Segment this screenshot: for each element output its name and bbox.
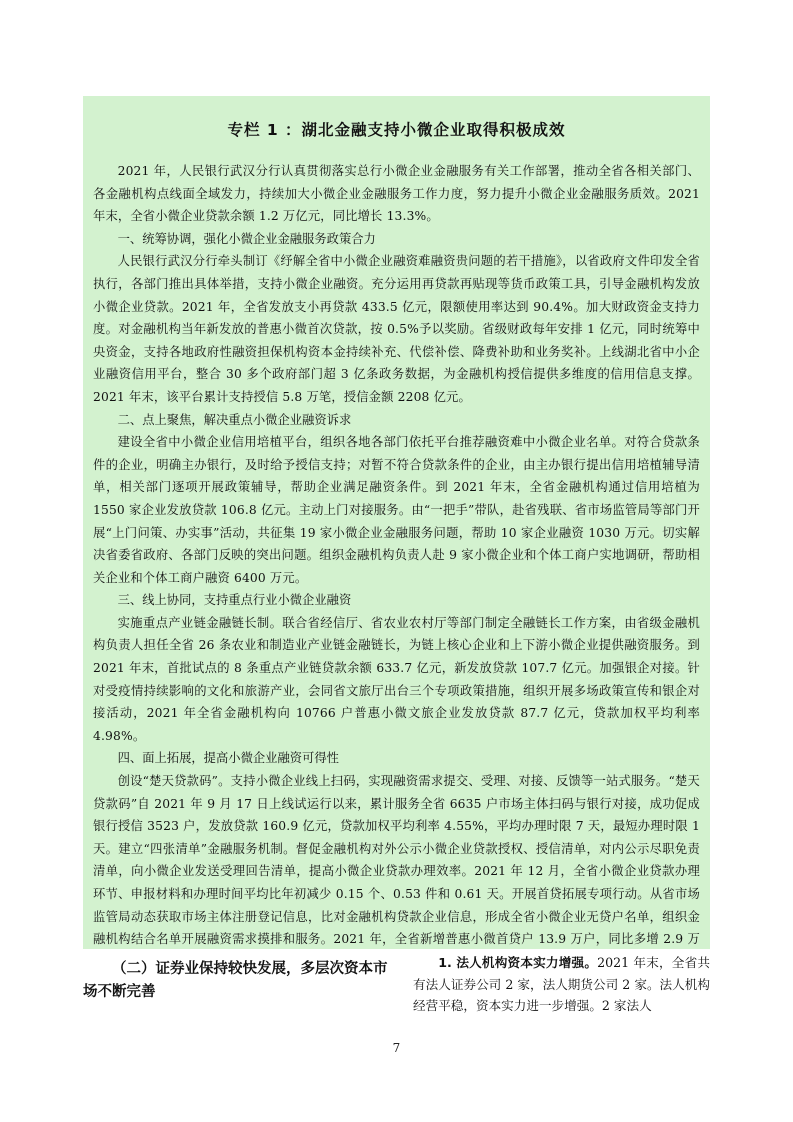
section-body-2: 建设全省中小微企业信用培植平台，组织各地各部门依托平台推荐融资难中小微企业名单。对符合贷款条件的企业，明确主办银行，及时给予授信支持；对暂不符合贷款条件的企业，由主办银行提出信用培植辅导清单，相关部门逐项开展政策辅导，帮助企业满足融资条件。到 2021 年末，全省金融机构通过信用培植为 1550 家企业发放贷款 106.8 亿元。主动上门对接服务。由“一把手”带队，赴省残联、省市场监管局等部门开展“上门问策、办实事”活动，共征集 19 家小微企业金融服务问题，帮助 10 家企业融资 1030 万元。切实解决省委省政府、各部门反映的突出问题。组织金融机构负责人赴 9 家小微企业和个体工商户实地调研，帮助相关企业和个体工商户融资 6400 万元。 [93, 435, 700, 585]
section-body-3: 实施重点产业链金融链长制。联合省经信厅、省农业农村厅等部门制定全融链长工作方案，由省级金融机构负责人担任全省 26 条农业和制造业产业链金融链长，为链上核心企业和上下游小微企业提供融资服务。到 2021 年末，首批试点的 8 条重点产业链贷款余额 633.7 亿元，新发放贷款 107.7 亿元。加强银企对接。针对受疫情持续影响的文化和旅游产业，会同省文旅厅出台三个专项政策措施，组织开展多场政策宣传和银企对接活动，2021 年全省金融机构向 10766 户普惠小微文旅企业发放贷款 87.7 亿元，贷款加权平均利率 4.98%。 [93, 615, 700, 743]
section-heading-3: 三、线上协同，支持重点行业小微企业融资 [117, 593, 352, 608]
section-body-4: 创设“楚天贷款码”。支持小微企业线上扫码，实现融资需求提交、受理、对接、反馈等一站式服务。“楚天贷款码”自 2021 年 9 月 17 日上线试运行以来，累计服务全省 6635 户市场主体扫码与银行对接，成功促成银行授信 3523 户，发放贷款 160.9 亿元，贷款加权平均利率 4.55%，平均办理时限 7 天，最短办理时限 1 天。建立“四张清单”金融服务机制。督促金融机构对外公示小微企业贷款授权、授信清单，对内公示尽职免责清单，向小微企业发送受理回告清单，提高小微企业贷款办理效率。2021 年 12 月，全省小微企业贷款办理环节、申报材料和办理时间平均比年初减少 0.15 个、0.53 件和 0.61 天。开展首贷拓展专项行动。从省市场监管局动态获取市场主体注册登记信息，比对金融机构贷款企业信息，形成全省小微企业无贷户名单，组织金融机构结合名单开展融资需求摸排和服务。2021 年，全省新增普惠小微首贷户 13.9 万户，同比多增 2.9 万 [93, 774, 700, 947]
body-paragraph [413, 952, 710, 1017]
section-heading-1: 一、统筹协调，强化小微企业金融服务政策合力 [117, 231, 376, 246]
paragraph-lead: 1. 法人机构资本实力增强。 [438, 955, 598, 970]
page-number: 7 [392, 1041, 401, 1055]
column-box [83, 96, 710, 949]
section-title: （二）证券业保持较快发展，多层次资本市场不断完善 [83, 961, 388, 1000]
section-body-1: 人民银行武汉分行牵头制订《纾解全省中小微企业融资难融资贵问题的若干措施》，以省政府文件印发全省执行，各部门推出具体举措，支持小微企业融资。充分运用再贷款再贴现等货币政策工具，引导金融机构发放小微企业贷款。2021 年，全省发放支小再贷款 433.5 亿元，限额使用率达到 90.4%。加大财政资金支持力度。对金融机构当年新发放的普惠小微首次贷款，按 0.5%予以奖励。省级财政每年安排 1 亿元，同时统筹中央资金，支持各地政府性融资担保机构资本金持续补充、代偿补偿、降费补助和业务奖补。上线湖北省中小企业融资信用平台，整合 30 多个政府部门超 3 亿条政务数据，为金融机构授信提供多维度的信用信息支撑。2021 年末，该平台累计支持授信 5.8 万笔，授信金额 2208 亿元。 [93, 254, 700, 404]
section-heading-4: 四、面上拓展，提高小微企业融资可得性 [117, 751, 339, 766]
column-intro: 2021 年，人民银行武汉分行认真贯彻落实总行小微企业金融服务有关工作部署，推动全省各相关部门、各金融机构点线面全域发力，持续加大小微企业金融服务工作力度，努力提升小微企业金融服务质效。2021 年末，全省小微企业贷款余额 1.2 万亿元，同比增长 13.3%。 [93, 164, 700, 224]
section-heading-2: 二、点上聚焦，解决重点小微企业融资诉求 [117, 412, 352, 427]
column-title: 专栏 1 ：湖北金融支持小微企业取得积极成效 [227, 121, 566, 139]
paragraph-text: 2021 年末，全省共有法人证券公司 2 家，法人期货公司 2 家。法人机构经营平稳，资本实力进一步增强。2 家法人 [413, 955, 710, 1013]
